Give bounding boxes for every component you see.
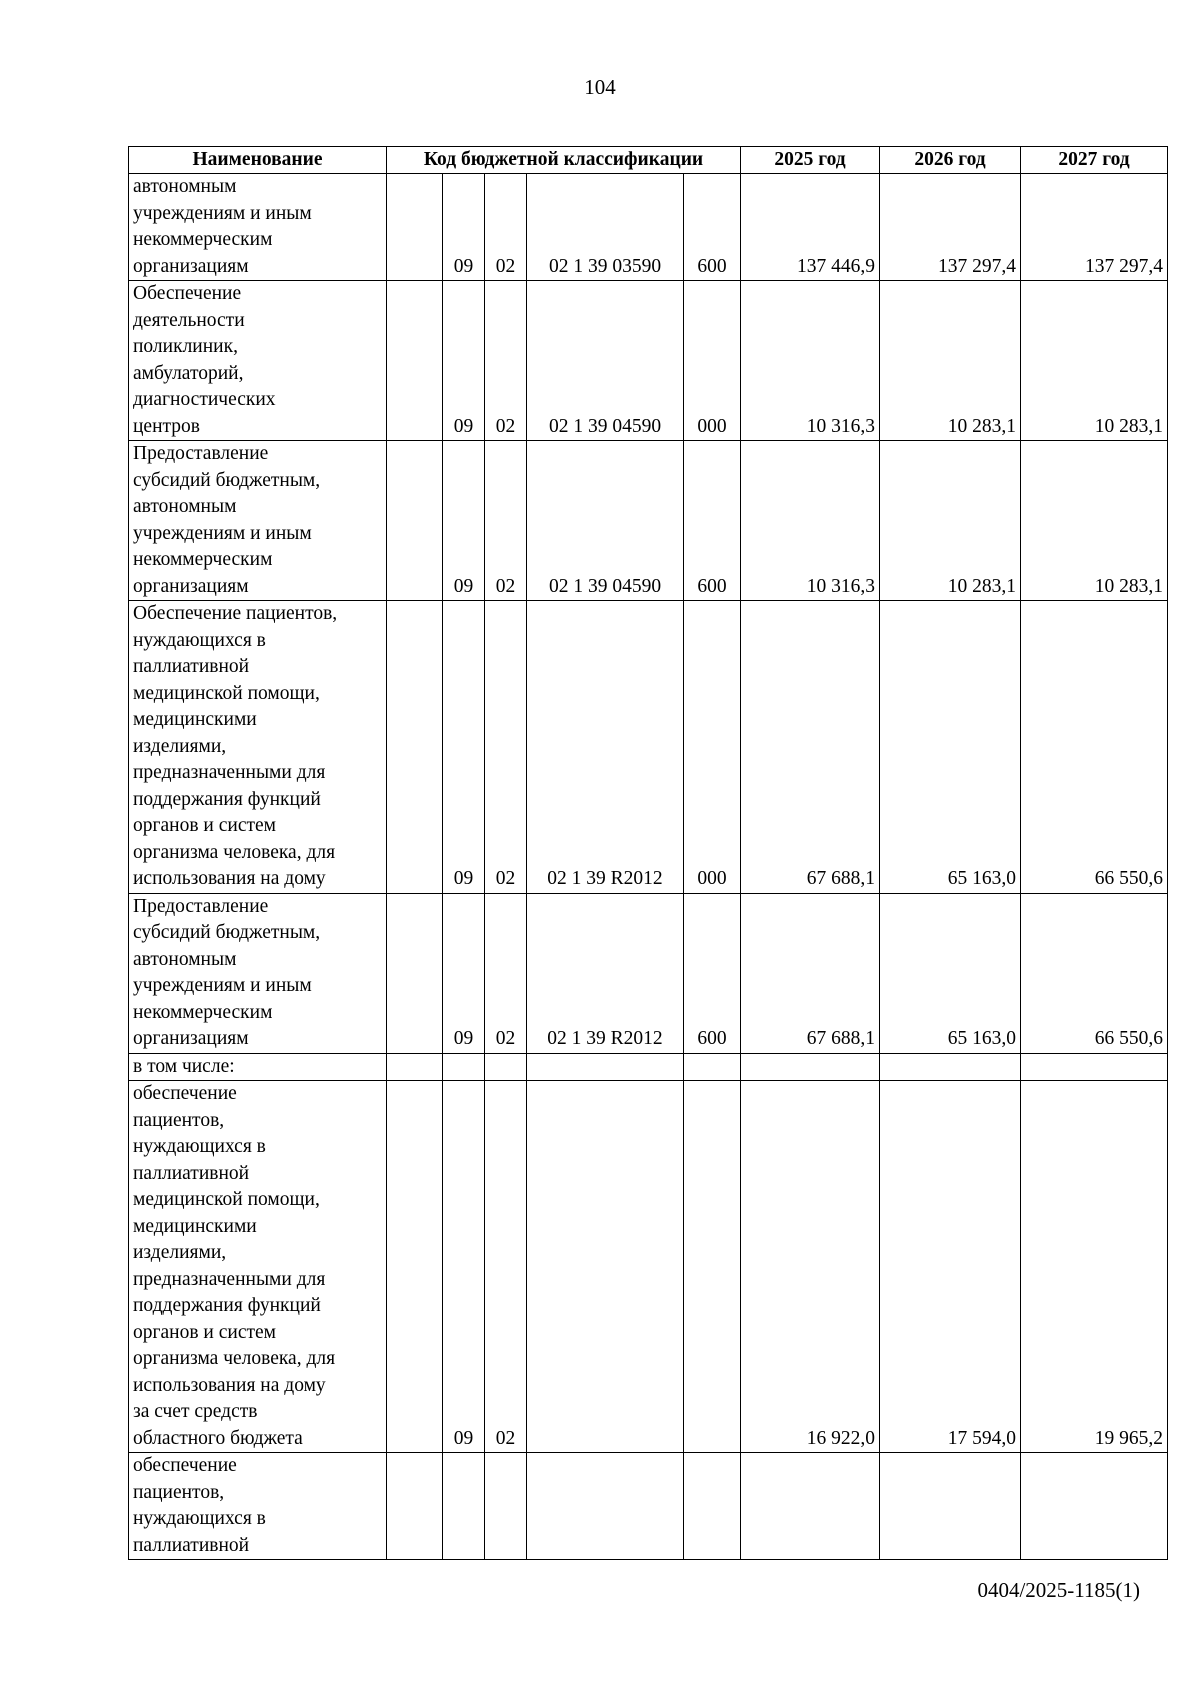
cell-2027 xyxy=(1021,1453,1168,1560)
table-row xyxy=(129,1053,1168,1081)
cell-section: 09 xyxy=(443,281,485,441)
cell-section: 09 xyxy=(443,893,485,1053)
cell-2026: 10 283,1 xyxy=(880,441,1021,601)
cell-2025: 67 688,1 xyxy=(741,601,880,894)
table-row xyxy=(129,893,1168,1053)
cell-2025: 137 446,9 xyxy=(741,174,880,281)
cell-2025: 16 922,0 xyxy=(741,1081,880,1453)
header-name: Наименование xyxy=(129,147,387,174)
table-row xyxy=(129,174,1168,281)
cell-2027: 10 283,1 xyxy=(1021,281,1168,441)
cell-grbs xyxy=(387,281,443,441)
cell-2027: 137 297,4 xyxy=(1021,174,1168,281)
cell-name: автономным учреждениям и иным некоммерческим организациям xyxy=(129,174,387,281)
cell-2027: 66 550,6 xyxy=(1021,601,1168,894)
cell-name: Обеспечение пациентов, нуждающихся в паллиативной медицинской помощи, медицинскими изделиями, предназначенными для поддержания функций органов и систем организма человека, для использования на дому xyxy=(129,601,387,894)
cell-name: обеспечение пациентов, нуждающихся в паллиативной xyxy=(129,1453,387,1560)
cell-subsection: 02 xyxy=(485,441,527,601)
cell-expense-type: 000 xyxy=(684,281,741,441)
cell-grbs xyxy=(387,1081,443,1453)
cell-target-article: 02 1 39 04590 xyxy=(527,441,684,601)
cell-section: 09 xyxy=(443,441,485,601)
cell-section: 09 xyxy=(443,1081,485,1453)
cell-grbs xyxy=(387,1053,443,1081)
cell-grbs xyxy=(387,601,443,894)
cell-expense-type: 600 xyxy=(684,174,741,281)
cell-expense-type xyxy=(684,1081,741,1453)
cell-2026: 137 297,4 xyxy=(880,174,1021,281)
cell-2025: 67 688,1 xyxy=(741,893,880,1053)
cell-expense-type xyxy=(684,1053,741,1081)
cell-target-article: 02 1 39 04590 xyxy=(527,281,684,441)
cell-name: Предоставление субсидий бюджетным, автономным учреждениям и иным некоммерческим организациям xyxy=(129,441,387,601)
header-2027: 2027 год xyxy=(1021,147,1168,174)
cell-2026 xyxy=(880,1453,1021,1560)
cell-subsection: 02 xyxy=(485,174,527,281)
cell-subsection: 02 xyxy=(485,601,527,894)
cell-2026: 10 283,1 xyxy=(880,281,1021,441)
cell-target-article: 02 1 39 R2012 xyxy=(527,601,684,894)
cell-2027: 19 965,2 xyxy=(1021,1081,1168,1453)
cell-target-article: 02 1 39 03590 xyxy=(527,174,684,281)
table-row xyxy=(129,601,1168,894)
cell-target-article xyxy=(527,1053,684,1081)
cell-target-article xyxy=(527,1081,684,1453)
cell-expense-type: 000 xyxy=(684,601,741,894)
header-2025: 2025 год xyxy=(741,147,880,174)
cell-subsection xyxy=(485,1053,527,1081)
header-2026: 2026 год xyxy=(880,147,1021,174)
cell-2026: 65 163,0 xyxy=(880,893,1021,1053)
cell-name: в том числе: xyxy=(129,1053,387,1081)
header-code: Код бюджетной классификации xyxy=(387,147,741,174)
cell-2025 xyxy=(741,1453,880,1560)
cell-2025 xyxy=(741,1053,880,1081)
table-row xyxy=(129,441,1168,601)
budget-table xyxy=(128,146,1168,1560)
cell-2025: 10 316,3 xyxy=(741,281,880,441)
cell-subsection: 02 xyxy=(485,1081,527,1453)
cell-expense-type xyxy=(684,1453,741,1560)
cell-2026: 65 163,0 xyxy=(880,601,1021,894)
cell-name: обеспечение пациентов, нуждающихся в паллиативной медицинской помощи, медицинскими изделиями, предназначенными для поддержания функций органов и систем организма человека, для использования на дому за счет средств областного бюджета xyxy=(129,1081,387,1453)
page-number: 104 xyxy=(584,75,616,99)
cell-section: 09 xyxy=(443,601,485,894)
cell-grbs xyxy=(387,174,443,281)
cell-2026 xyxy=(880,1053,1021,1081)
cell-target-article: 02 1 39 R2012 xyxy=(527,893,684,1053)
cell-name: Обеспечение деятельности поликлиник, амбулаторий, диагностических центров xyxy=(129,281,387,441)
cell-2027: 10 283,1 xyxy=(1021,441,1168,601)
cell-subsection: 02 xyxy=(485,893,527,1053)
cell-section: 09 xyxy=(443,174,485,281)
cell-grbs xyxy=(387,1453,443,1560)
cell-2027: 66 550,6 xyxy=(1021,893,1168,1053)
cell-subsection xyxy=(485,1453,527,1560)
document-id: 0404/2025-1185(1) xyxy=(977,1578,1140,1602)
table-row xyxy=(129,1453,1168,1560)
cell-2027 xyxy=(1021,1053,1168,1081)
cell-grbs xyxy=(387,441,443,601)
cell-2025: 10 316,3 xyxy=(741,441,880,601)
table-header-row xyxy=(129,147,1168,174)
cell-name: Предоставление субсидий бюджетным, автономным учреждениям и иным некоммерческим организациям xyxy=(129,893,387,1053)
table-row xyxy=(129,1081,1168,1453)
cell-section xyxy=(443,1053,485,1081)
cell-grbs xyxy=(387,893,443,1053)
cell-2026: 17 594,0 xyxy=(880,1081,1021,1453)
cell-section xyxy=(443,1453,485,1560)
cell-expense-type: 600 xyxy=(684,893,741,1053)
table-row xyxy=(129,281,1168,441)
cell-target-article xyxy=(527,1453,684,1560)
cell-subsection: 02 xyxy=(485,281,527,441)
cell-expense-type: 600 xyxy=(684,441,741,601)
